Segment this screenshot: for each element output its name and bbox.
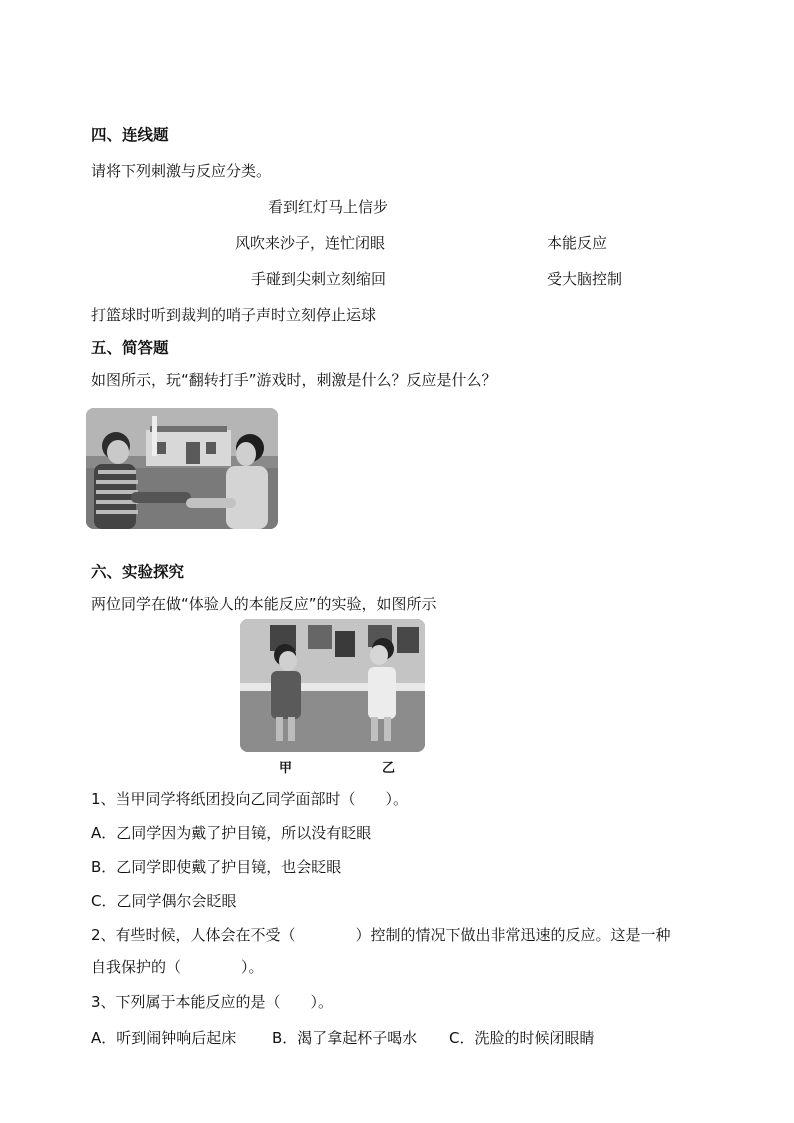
question-3-option-a: A．听到闹钟响后起床 [91,1029,237,1047]
question-3-option-b: B．渴了拿起杯子喝水 [272,1029,418,1047]
question-1-option-b: B．乙同学即使戴了护目镜，也会眨眼 [91,858,342,876]
hand-flip-game-photo [86,408,278,529]
section5-heading: 五、简答题 [91,339,169,357]
question-1: 1、当甲同学将纸团投向乙同学面部时（ ）。 [91,790,409,808]
match-left-item-2: 风吹来沙子，连忙闭眼 [235,234,386,252]
section6-heading: 六、实验探究 [91,563,185,581]
question-3: 3、下列属于本能反应的是（ ）。 [91,993,334,1011]
reflex-experiment-photo [240,619,425,752]
match-right-item-2: 受大脑控制 [547,270,623,288]
section6-intro: 两位同学在做“体验人的本能反应”的实验，如图所示 [91,595,437,613]
question-2-line-2: 自我保护的（ ）。 [91,958,264,976]
section5-question: 如图所示，玩“翻转打手”游戏时，刺激是什么？反应是什么？ [91,371,497,389]
section4-heading: 四、连线题 [91,126,169,144]
match-left-item-3: 手碰到尖刺立刻缩回 [251,270,387,288]
match-right-item-1: 本能反应 [547,234,608,252]
label-jia: 甲 [279,761,293,776]
section4-instruction: 请将下列刺激与反应分类。 [91,162,272,180]
question-3-option-c: C．洗脸的时候闭眼睛 [449,1029,595,1047]
question-2-line-1: 2、有些时候，人体会在不受（ ）控制的情况下做出非常迅速的反应。这是一种 [91,926,671,944]
question-1-option-a: A．乙同学因为戴了护目镜，所以没有眨眼 [91,824,372,842]
label-yi: 乙 [382,761,396,776]
match-left-item-1: 看到红灯马上信步 [268,198,389,216]
match-left-item-4: 打篮球时听到裁判的哨子声时立刻停止运球 [91,306,377,324]
question-1-option-c: C．乙同学偶尔会眨眼 [91,892,237,910]
